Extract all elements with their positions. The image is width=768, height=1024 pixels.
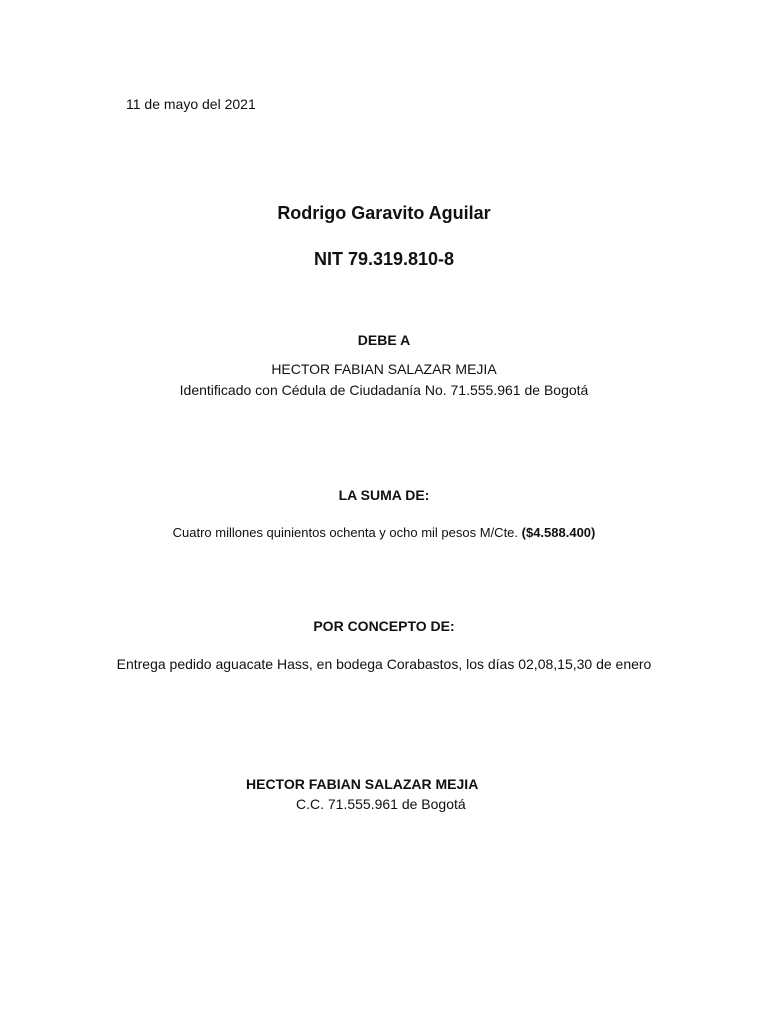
debtor-nit: NIT 79.319.810-8 <box>313 249 455 269</box>
por-concepto-heading: POR CONCEPTO DE: <box>313 618 455 634</box>
amount-words: Cuatro millones quinientos ochenta y ocho mil pesos M/Cte. <box>172 525 522 540</box>
creditor-name: HECTOR FABIAN SALAZAR MEJIA <box>271 361 497 377</box>
la-suma-heading: LA SUMA DE: <box>338 487 430 503</box>
debtor-name: Rodrigo Garavito Aguilar <box>277 203 491 223</box>
signature-name: HECTOR FABIAN SALAZAR MEJIA <box>246 776 479 792</box>
amount-line <box>0 525 768 540</box>
amount-number: ($4.588.400) <box>521 525 596 540</box>
debe-a-heading: DEBE A <box>357 332 411 348</box>
creditor-id: Identificado con Cédula de Ciudadanía No. 71.555.961 de Bogotá <box>179 382 589 398</box>
signature-id: C.C. 71.555.961 de Bogotá <box>296 796 466 812</box>
document-date: 11 de mayo del 2021 <box>126 96 256 112</box>
concepto-text: Entrega pedido aguacate Hass, en bodega Corabastos, los días 02,08,15,30 de enero <box>116 656 652 672</box>
